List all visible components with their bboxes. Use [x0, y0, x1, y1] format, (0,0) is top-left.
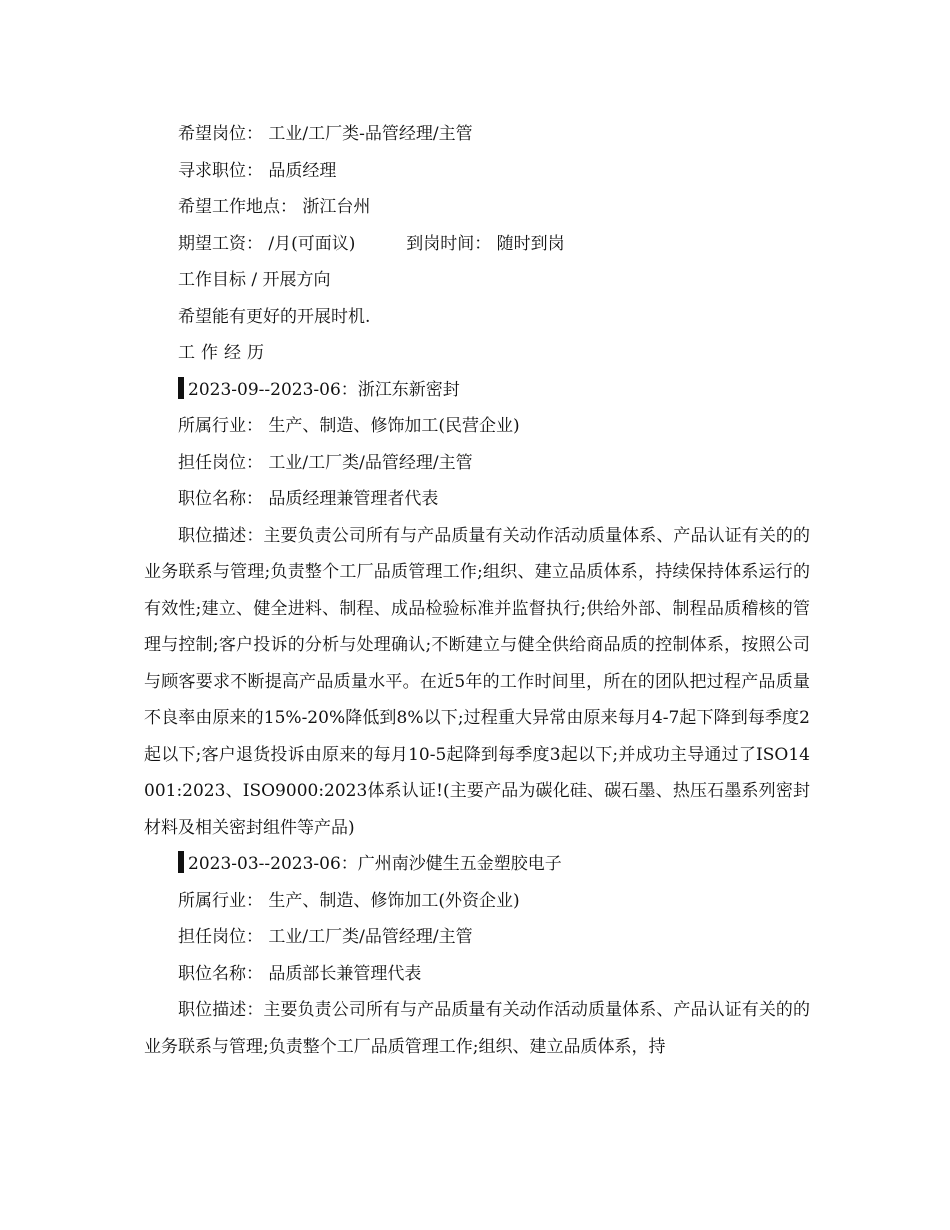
salary-arrival-row	[144, 226, 810, 263]
desired-location-row	[144, 189, 810, 226]
job-2-title-value: 品质部长兼管理代表	[268, 963, 422, 984]
job-1-period-company: 2023-09--2023-06：浙江东新密封	[188, 379, 460, 400]
job-1-industry-row	[144, 408, 810, 445]
desired-position-value: 工业/工厂类-品管经理/主管	[268, 124, 473, 144]
job-1-header	[144, 372, 810, 409]
job-2-post-value: 工业/工厂类/品管经理/主管	[268, 927, 473, 947]
arrival-value: 随时到岗	[496, 233, 565, 254]
job-1-industry-label: 所属行业：	[178, 416, 263, 436]
salary-label: 期望工资：	[178, 233, 263, 254]
job-2-industry-row	[144, 883, 810, 920]
job-2-title-label: 职位名称：	[178, 963, 263, 984]
sought-job-label: 寻求职位：	[178, 160, 263, 181]
section-bar-icon	[178, 377, 184, 399]
job-1-post-row	[144, 445, 810, 482]
job-1-title-value: 品质经理兼管理者代表	[268, 489, 439, 509]
desired-position-row	[144, 116, 810, 153]
job-2-post-row	[144, 919, 810, 956]
arrival-label: 到岗时间：	[406, 233, 492, 254]
resume-content	[144, 116, 810, 1065]
experience-heading: 工作经历	[178, 343, 270, 363]
goal-text: 希望能有更好的开展时机.	[178, 306, 371, 327]
job-1-post-label: 担任岗位：	[178, 452, 263, 473]
desired-location-label: 希望工作地点：	[178, 197, 297, 217]
section-bar-icon	[178, 851, 184, 873]
job-1-title-row	[144, 481, 810, 518]
job-1-post-value: 工业/工厂类/品管经理/主管	[268, 452, 473, 473]
job-2-title-row	[144, 956, 810, 993]
job-1-industry-value: 生产、制造、修饰加工(民营企业)	[268, 416, 520, 436]
sought-job-row	[144, 153, 810, 190]
sought-job-value: 品质经理	[268, 160, 337, 181]
desired-position-label: 希望岗位：	[178, 124, 263, 144]
job-2-description: 职位描述：主要负责公司所有与产品质量有关动作活动质量体系、产品认证有关的的业务联系与管理;负责整个工厂品质管理工作;组织、建立品质体系，持	[144, 1000, 810, 1057]
job-1-description: 职位描述：主要负责公司所有与产品质量有关动作活动质量体系、产品认证有关的的业务联系与管理;负责整个工厂品质管理工作;组织、建立品质体系，持续保持体系运行的有效性;建立、健全进料、制程、成品检验标准并监督执行;供给外部、制程品质稽核的管理与控制;客户投诉的分析与处理确认;不断建立与健全供给商品质的控制体系，按照公司与顾客要求不断提高产品质量水平。在近5年的工作时间里，所在的团队把过程产品质量不良率由原来的15%-20%降低到8%以下;过程重大异常由原来每月4-7起下降到每季度2起以下;客户退货投诉由原来的每月10-5起降到每季度3起以下;并成功主导通过了ISO14001:2023、ISO9000:2023体系认证!(主要产品为碳化硅、碳石墨、热压石墨系列密封材料及相关密封组件等产品)	[144, 525, 810, 838]
goal-heading: 工作目标 / 开展方向	[178, 270, 331, 290]
job-2-period-company: 2023-03--2023-06：广州南沙健生五金塑胶电子	[188, 854, 562, 874]
job-2-header	[144, 846, 810, 883]
desired-location-value: 浙江台州	[302, 197, 371, 217]
job-2-industry-label: 所属行业：	[178, 890, 263, 911]
job-2-industry-value: 生产、制造、修饰加工(外资企业)	[268, 890, 520, 911]
job-2-post-label: 担任岗位：	[178, 927, 263, 947]
job-1-title-label: 职位名称：	[178, 489, 263, 509]
salary-value: /月(可面议)	[268, 233, 356, 254]
